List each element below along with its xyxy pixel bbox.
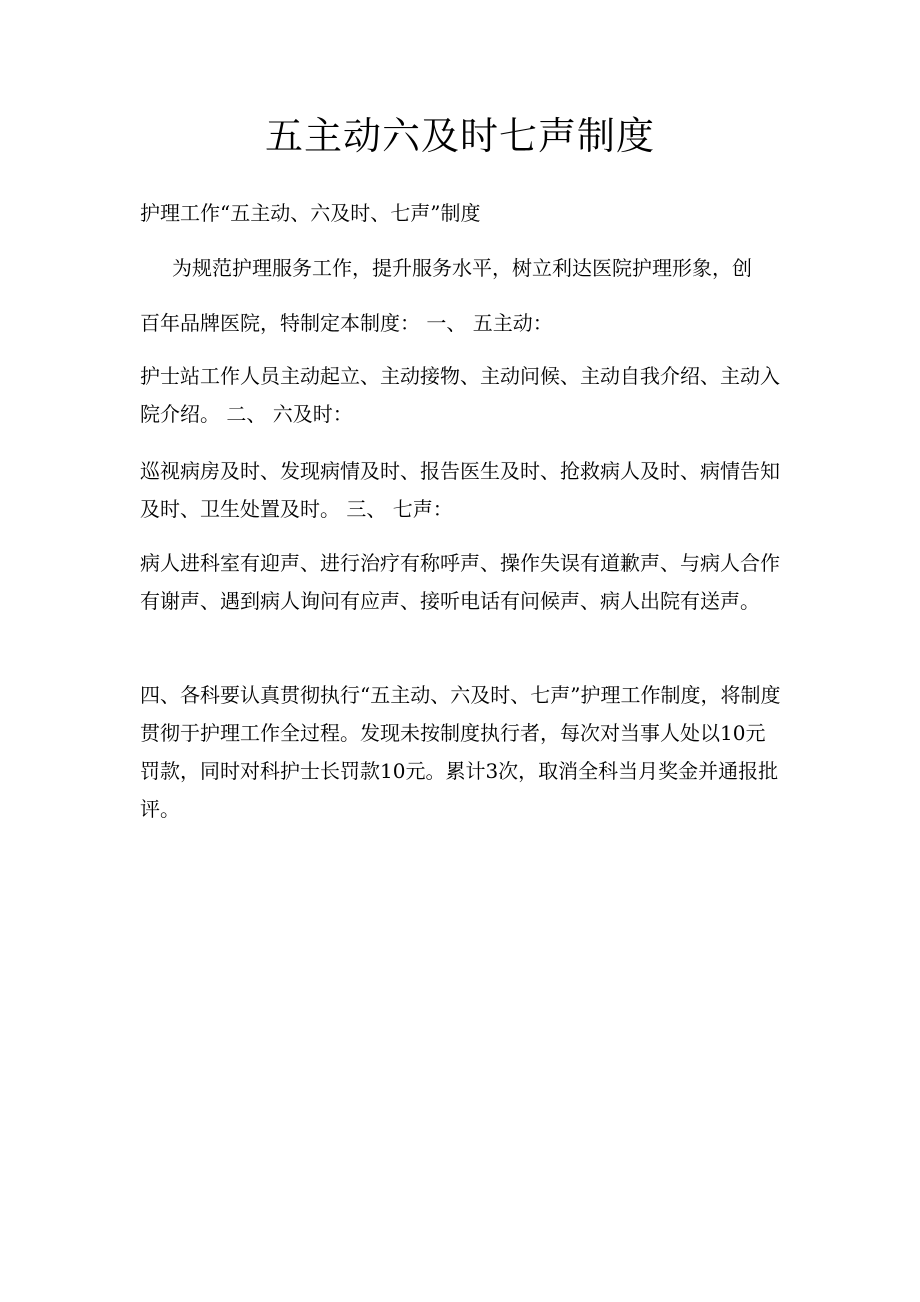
intro-line-2: 百年品牌医院，特制定本制度： 一、 五主动： [140,311,553,335]
section-enforcement: 四、各科要认真贯彻执行“五主动、六及时、七声”护理工作制度，将制度贯彻于护理工作全过程。发现未按制度执行者，每次对当事人处以10元罚款，同时对科护士长罚款10元。累计3次，取消全科当月奖金并通报批评。 [140,683,781,821]
document-title: 五主动六及时七声制度 [264,114,655,158]
document-subtitle: 护理工作“五主动、六及时、七声”制度 [140,201,481,225]
intro-line-1: 为规范护理服务工作，提升服务水平，树立利达医院护理形象，创 [172,256,752,280]
section-six-timeliness: 巡视病房及时、发现病情及时、报告医生及时、抢救病人及时、病情告知及时、卫生处置及时。 三、 七声： [140,459,780,521]
section-seven-voices: 病人进科室有迎声、进行治疗有称呼声、操作失误有道歉声、与病人合作有谢声、遇到病人询问有应声、接听电话有问候声、病人出院有送声。 [140,551,780,613]
section-five-initiatives: 护士站工作人员主动起立、主动接物、主动问候、主动自我介绍、主动入院介绍。 二、 六及时： [140,364,780,426]
